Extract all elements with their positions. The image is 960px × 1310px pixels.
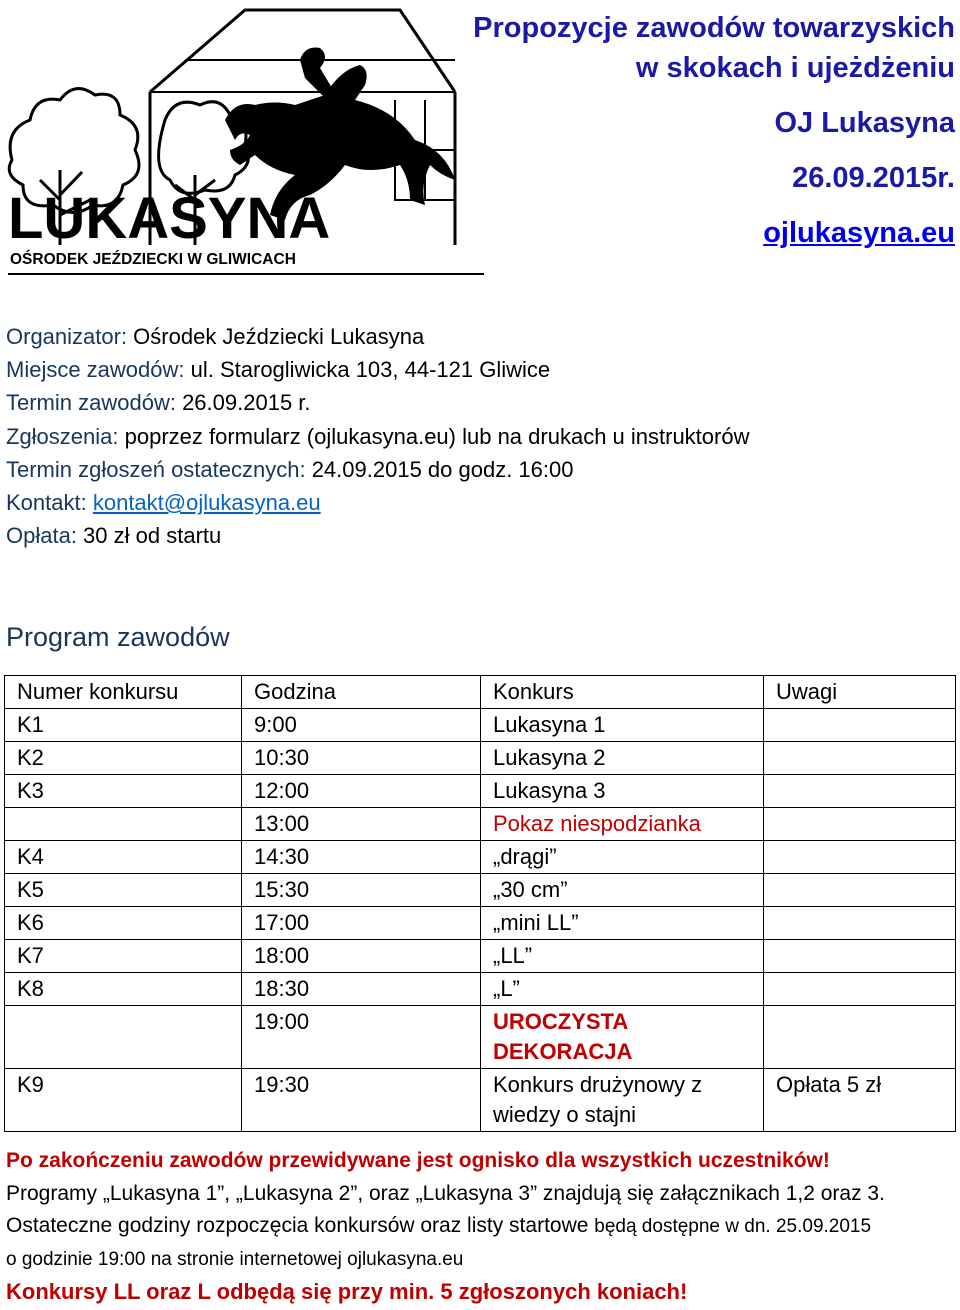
- row-event: Lukasyna 3: [481, 775, 764, 808]
- contact-label: Kontakt:: [6, 490, 87, 516]
- row-note: [764, 973, 956, 1006]
- deadline-value: 24.09.2015 do godz. 16:00: [305, 456, 574, 482]
- deadline-row: [6, 453, 749, 486]
- row-note: [764, 841, 956, 874]
- row-number: K4: [5, 841, 242, 874]
- fee-row: [6, 519, 749, 552]
- row-note: [764, 808, 956, 841]
- row-event: Konkurs drużynowy z wiedzy o stajni: [481, 1069, 764, 1132]
- row-number: K1: [5, 709, 242, 742]
- table-row: [5, 841, 956, 874]
- row-time: 12:00: [242, 775, 481, 808]
- row-time: 19:00: [242, 1006, 481, 1069]
- row-time: 10:30: [242, 742, 481, 775]
- table-row: [5, 709, 956, 742]
- row-time: 9:00: [242, 709, 481, 742]
- date-value: 26.09.2015 r.: [175, 390, 311, 416]
- lukasyna-logo: [0, 0, 500, 285]
- logo-name: LUKASYNA: [8, 186, 331, 251]
- row-time: 15:30: [242, 874, 481, 907]
- minimum-entries-note: Konkursy LL oraz L odbędą się przy min. 5 zgłoszonych koniach!: [6, 1279, 688, 1304]
- row-time: 19:30: [242, 1069, 481, 1132]
- title-line-2: w skokach i ujeżdżeniu: [635, 52, 955, 84]
- row-number: K3: [5, 775, 242, 808]
- program-table: [4, 675, 956, 1132]
- row-event: „mini LL”: [481, 907, 764, 940]
- row-event: „L”: [481, 973, 764, 1006]
- venue-name: OJ Lukasyna: [774, 107, 955, 139]
- table-row: [5, 1069, 956, 1132]
- row-time: 18:00: [242, 940, 481, 973]
- row-number: K8: [5, 973, 242, 1006]
- header-number: Numer konkursu: [5, 676, 242, 709]
- date-row: [6, 386, 749, 419]
- row-note: [764, 940, 956, 973]
- logo-subtitle: OŚRODEK JEŹDZIECKI W GLIWICACH: [10, 251, 296, 268]
- contact-email-link[interactable]: kontakt@ojlukasyna.eu: [92, 490, 321, 516]
- final-hours-text-b: będą dostępne w dn. 25.09.2015: [594, 1216, 872, 1237]
- row-number: [5, 1006, 242, 1069]
- row-note: [764, 775, 956, 808]
- organizer-label: Organizator:: [6, 324, 128, 349]
- row-event: Lukasyna 2: [481, 742, 764, 775]
- table-row: [5, 1006, 956, 1069]
- header-event: Konkurs: [481, 676, 764, 709]
- fee-value: 30 zł od startu: [76, 523, 222, 549]
- table-header-row: [5, 676, 956, 709]
- row-note: [764, 874, 956, 907]
- row-note: [764, 742, 956, 775]
- table-row: [5, 808, 956, 841]
- row-number: K5: [5, 874, 242, 907]
- fee-label: Opłata:: [6, 523, 77, 549]
- row-event: UROCZYSTA DEKORACJA: [481, 1006, 764, 1069]
- row-note: [764, 1006, 956, 1069]
- header-notes: Uwagi: [764, 676, 956, 709]
- header-time: Godzina: [242, 676, 481, 709]
- website-link[interactable]: ojlukasyna.eu: [763, 217, 955, 249]
- place-value: ul. Starogliwicka 103, 44-121 Gliwice: [184, 357, 551, 383]
- date-label: Termin zawodów:: [6, 390, 176, 416]
- row-note: [764, 907, 956, 940]
- entries-row: [6, 420, 749, 453]
- table-row: [5, 874, 956, 907]
- row-number: K9: [5, 1069, 242, 1132]
- title-line-1: Propozycje zawodów towarzyskich: [473, 12, 955, 44]
- row-number: [5, 808, 242, 841]
- final-hours-note: [6, 1210, 885, 1244]
- row-number: K6: [5, 907, 242, 940]
- row-number: K7: [5, 940, 242, 973]
- row-note: Opłata 5 zł: [764, 1069, 956, 1132]
- title-block: [473, 8, 955, 253]
- place-row: [6, 353, 749, 386]
- programs-note: Programy „Lukasyna 1”, „Lukasyna 2”, oraz „Lukasyna 3” znajdują się załącznikach 1,2 oraz 3.: [6, 1181, 885, 1205]
- deadline-label: Termin zgłoszeń ostatecznych:: [6, 456, 306, 482]
- entries-label: Zgłoszenia:: [6, 423, 119, 449]
- row-event: Pokaz niespodzianka: [481, 808, 764, 841]
- row-time: 18:30: [242, 973, 481, 1006]
- row-event: „LL”: [481, 940, 764, 973]
- table-row: [5, 940, 956, 973]
- organizer-value: Ośrodek Jeździecki Lukasyna: [127, 324, 425, 349]
- row-event: Lukasyna 1: [481, 709, 764, 742]
- row-event: „drągi”: [481, 841, 764, 874]
- row-time: 17:00: [242, 907, 481, 940]
- row-note: [764, 709, 956, 742]
- footer-notes: [6, 1145, 885, 1309]
- table-row: [5, 973, 956, 1006]
- program-title: Program zawodów: [6, 622, 230, 652]
- final-hours-text-c: o godzinie 19:00 na stronie internetowej ojlukasyna.eu: [6, 1248, 464, 1270]
- place-label: Miejsce zawodów:: [6, 357, 185, 383]
- organizer-row: [6, 320, 749, 353]
- row-number: K2: [5, 742, 242, 775]
- table-row: [5, 742, 956, 775]
- row-time: 13:00: [242, 808, 481, 841]
- table-row: [5, 775, 956, 808]
- event-info: [6, 320, 749, 552]
- bonfire-note: Po zakończeniu zawodów przewidywane jest ognisko dla wszystkich uczestników!: [6, 1149, 830, 1172]
- contact-row: [6, 486, 749, 519]
- row-time: 14:30: [242, 841, 481, 874]
- table-row: [5, 907, 956, 940]
- row-event: „30 cm”: [481, 874, 764, 907]
- event-date: 26.09.2015r.: [792, 162, 955, 194]
- entries-value: poprzez formularz (ojlukasyna.eu) lub na drukach u instruktorów: [118, 423, 750, 449]
- final-hours-text-a: Ostateczne godziny rozpoczęcia konkursów oraz listy startowe: [6, 1214, 595, 1237]
